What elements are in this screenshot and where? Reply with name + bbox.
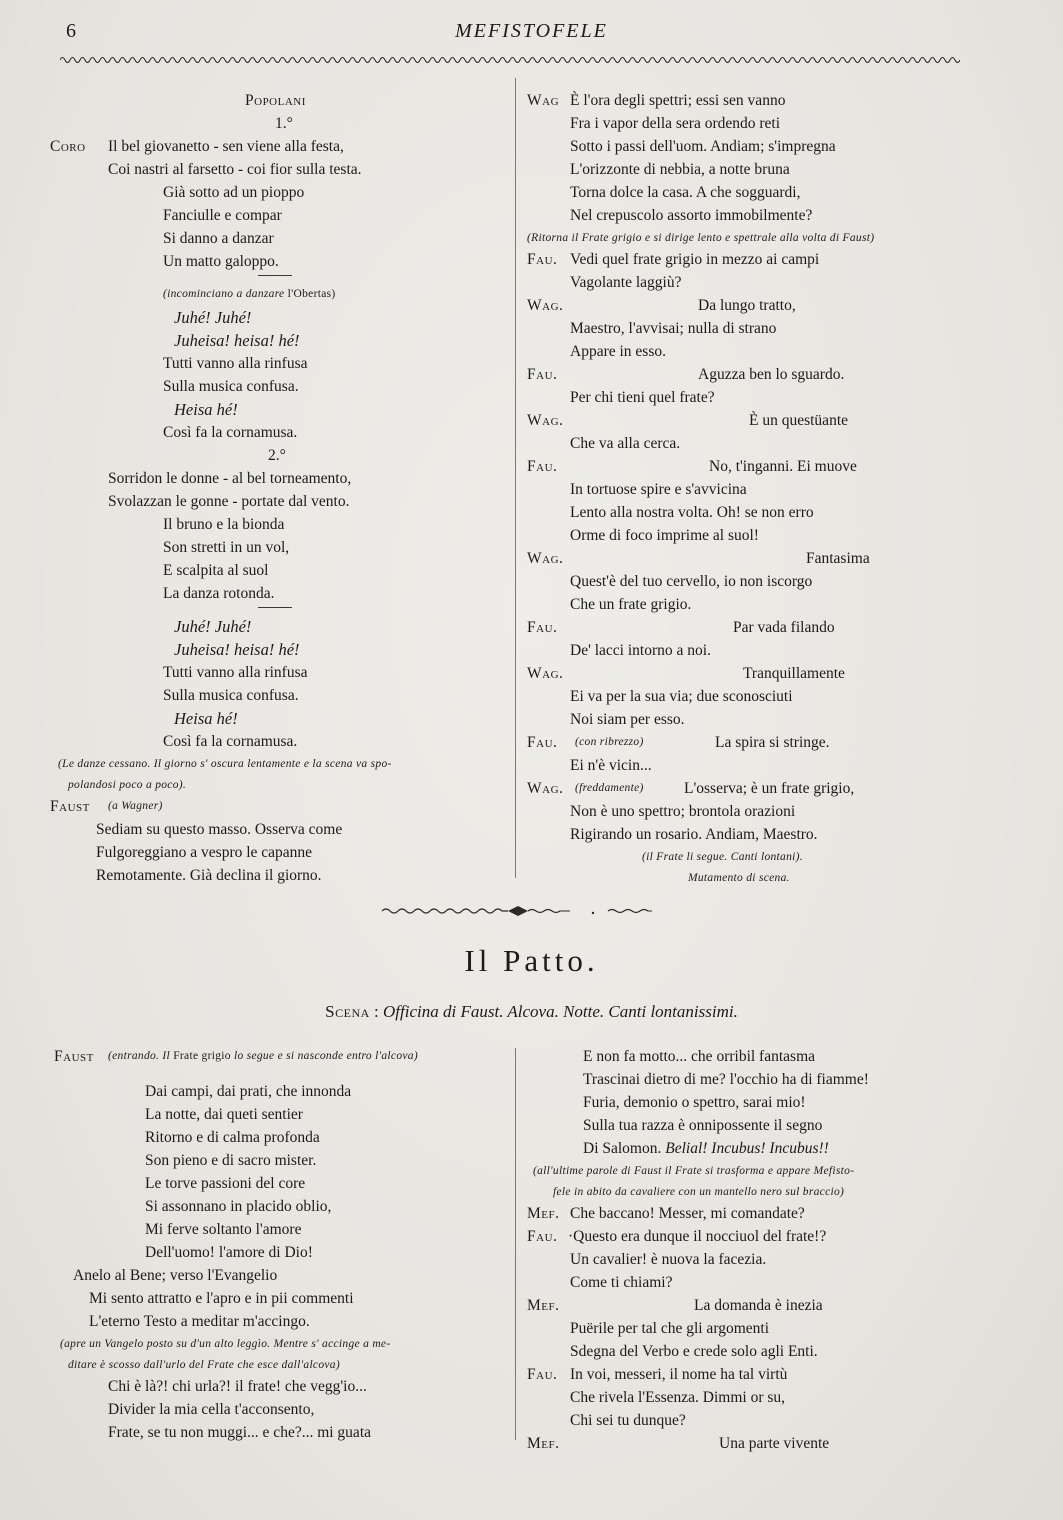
verse-line — [0, 432, 1063, 455]
verse-line — [0, 501, 1063, 524]
verse-line — [0, 1045, 1063, 1068]
verse-text: Tutti vanno alla rinfusa — [163, 664, 308, 681]
verse-text: Quest'è del tuo cervello, io non iscorgo — [570, 573, 813, 590]
stage-direction: lo segue e si nasconde entro l'alcova) — [233, 1050, 418, 1062]
verse-line — [0, 524, 1063, 547]
verse-text: Da lungo tratto, — [698, 297, 796, 314]
scene-label: Scena — [325, 1002, 370, 1021]
speaker-name: Wag. — [527, 665, 564, 682]
verse-text: Il bel giovanetto - sen viene alla festa, — [108, 138, 344, 155]
speaker-name: Fau. — [527, 619, 558, 636]
verse-text: Vedi quel frate grigio in mezzo ai campi — [570, 251, 820, 268]
verse-text: Sotto i passi dell'uom. Andiam; s'impregna — [570, 138, 836, 155]
verse-line — [0, 1340, 1063, 1363]
speaker-name: Wag. — [527, 780, 564, 797]
verse-line — [0, 204, 1063, 227]
verse-line — [0, 271, 1063, 294]
verse-line — [0, 227, 1063, 248]
verse-text: Tranquillamente — [743, 665, 845, 682]
verse-line — [0, 823, 1063, 846]
verse-text: Chi è là?! chi urla?! il frate! che vegg'io... — [108, 1378, 367, 1395]
verse-text: Trascinai dietro di me? l'occhio ha di fiamme! — [583, 1071, 869, 1088]
verse-line — [0, 547, 1063, 570]
verse-line — [0, 1248, 1063, 1271]
speaker-name: Wag — [527, 92, 560, 109]
verse-text: Un matto galoppo. — [163, 253, 279, 270]
verse-text: Per chi tieni quel frate? — [570, 389, 715, 406]
verse-text: Appare in esso. — [570, 343, 666, 360]
verse-line — [0, 1137, 1063, 1160]
verse-line — [0, 1114, 1063, 1137]
verse-line — [0, 340, 1063, 363]
verse-line — [0, 1225, 1063, 1248]
running-title: MEFISTOFELE — [455, 20, 608, 42]
stage-direction: Mutamento di scena. — [688, 872, 790, 884]
speaker-name: Fau. — [527, 366, 558, 383]
verse-line — [0, 386, 1063, 409]
verse-text: Popolani — [245, 92, 306, 109]
verse-line — [0, 158, 1063, 181]
verse-text: Dell'uomo! l'amore di Dio! — [145, 1244, 313, 1261]
scene-colon: : — [374, 1002, 379, 1021]
act-title: Il Patto. — [464, 943, 599, 978]
verse-text: Divider la mia cella t'acconsento, — [108, 1401, 315, 1418]
stage-direction: (all'ultime parole di Faust il Frate si trasforma e appare Mefisto- — [533, 1165, 855, 1177]
verse-text: 2.° — [268, 447, 286, 464]
verse-text: L'eterno Testo a meditar m'accingo. — [89, 1313, 310, 1330]
verse-line — [0, 1181, 1063, 1202]
verse-text: Che rivela l'Essenza. Dimmi or su, — [570, 1389, 786, 1406]
verse-text: Svolazzan le gonne - portate dal vento. — [108, 493, 350, 510]
verse-text: Anelo al Bene; verso l'Evangelio — [73, 1267, 278, 1284]
verse-text: Si danno a danzar — [163, 230, 274, 247]
verse-line — [0, 1317, 1063, 1340]
verse-text: Sediam su questo masso. Osserva come — [96, 821, 343, 838]
verse-text: Heisa hé! — [174, 400, 238, 419]
verse-text: (entrando. Il — [108, 1050, 171, 1062]
verse-text: Vagolante laggiù? — [570, 274, 682, 291]
verse-text: Non è uno spettro; brontola orazioni — [570, 803, 796, 820]
speaker-name: Mef. — [527, 1435, 560, 1452]
verse-line — [0, 1160, 1063, 1181]
verse-line — [0, 731, 1063, 754]
verse-text: Son pieno e di sacro mister. — [145, 1152, 317, 1169]
verse-text: Lento alla nostra volta. Oh! se non erro — [570, 504, 814, 521]
verse-text: Il bruno e la bionda — [163, 516, 285, 533]
verse-text: Così fa la cornamusa. — [163, 424, 298, 441]
verse-line — [0, 1409, 1063, 1432]
verse-text: Heisa hé! — [174, 709, 238, 728]
verse-text: Aguzza ben lo sguardo. — [698, 366, 845, 383]
verse-line — [0, 662, 1063, 685]
verse-line — [0, 867, 1063, 888]
verse-text: Torna dolce la casa. A che sogguardi, — [570, 184, 801, 201]
verse-text: 1.° — [275, 115, 293, 132]
verse-text: Sulla musica confusa. — [163, 378, 299, 395]
verse-text: Che baccano! Messer, mi comandate? — [570, 1205, 805, 1222]
verse-line — [0, 777, 1063, 800]
verse-text: La danza rotonda. — [163, 585, 275, 602]
page-number: 6 — [66, 20, 76, 42]
verse-text: Nel crepuscolo assorto immobilmente? — [570, 207, 813, 224]
verse-line — [0, 1363, 1063, 1386]
verse-text: Mi ferve soltanto l'amore — [145, 1221, 302, 1238]
scene-description: Officina di Faust. Alcova. Notte. Canti lontanissimi. — [383, 1002, 738, 1021]
verse-text: La domanda è inezia — [694, 1297, 823, 1314]
verse-text: (incominciano a danzare — [163, 288, 285, 300]
verse-text: E scalpita al suol — [163, 562, 269, 579]
speaker-name: Fau. — [527, 1228, 558, 1245]
verse-text: Sdegna del Verbo e crede solo agli Enti. — [570, 1343, 818, 1360]
verse-text: Dai campi, dai prati, che innonda — [145, 1083, 352, 1100]
verse-line — [0, 89, 1063, 112]
verse-line — [0, 570, 1063, 593]
verse-text: Fulgoreggiano a vespro le capanne — [96, 844, 313, 861]
stage-direction: (freddamente) — [575, 782, 644, 794]
verse-text: La spira si stringe. — [715, 734, 830, 751]
verse-text: Rigirando un rosario. Andiam, Maestro. — [570, 826, 818, 843]
verse-line — [0, 1068, 1063, 1091]
verse-text: Par vada filando — [733, 619, 835, 636]
verse-text: In tortuose spire e s'avvicina — [570, 481, 747, 498]
stage-direction: ditare è scosso dall'urlo del Frate che esce dall'alcova) — [68, 1359, 340, 1371]
verse-text: Furia, demonio o spettro, sarai mio! — [583, 1094, 806, 1111]
verse-text: L'orizzonte di nebbia, a notte bruna — [570, 161, 790, 178]
verse-text: Che va alla cerca. — [570, 435, 681, 452]
verse-text: Juhé! Juhé! — [174, 617, 252, 636]
speaker-name: Fau. — [527, 1366, 558, 1383]
verse-line — [0, 800, 1063, 823]
section-ornament — [380, 903, 670, 919]
verse-text: Remotamente. Già declina il giorno. — [96, 867, 322, 884]
speaker-name: Wag. — [527, 550, 564, 567]
verse-line — [0, 1202, 1063, 1225]
verse-text: E non fa motto... che orribil fantasma — [583, 1048, 816, 1065]
verse-text: (a Wagner) — [108, 800, 163, 812]
verse-text: Si assonnano in placido oblio, — [145, 1198, 332, 1215]
scene-heading — [0, 1002, 1063, 1022]
verse-text: Ritorno e di calma profonda — [145, 1129, 320, 1146]
verse-line — [0, 685, 1063, 708]
speaker-name: Faust — [54, 1048, 94, 1065]
verse-line — [0, 363, 1063, 386]
italic-words: Belial! Incubus! Incubus!! — [665, 1140, 829, 1157]
verse-text: Mi sento attratto e l'apro e in pii commenti — [89, 1290, 354, 1307]
verse-text: Tutti vanno alla rinfusa — [163, 355, 308, 372]
verse-line — [0, 639, 1063, 662]
verse-text: È l'ora degli spettri; essi sen vanno — [570, 92, 786, 109]
verse-line — [0, 135, 1063, 158]
stage-direction: (il Frate li segue. Canti lontani). — [642, 851, 803, 863]
verse-text: Juheisa! heisa! hé! — [174, 331, 300, 350]
verse-line — [0, 294, 1063, 317]
verse-text: Chi sei tu dunque? — [570, 1412, 686, 1429]
header-ornament — [60, 54, 960, 66]
verse-line — [0, 846, 1063, 867]
verse-text: Coi nastri al farsetto - coi fior sulla testa. — [108, 161, 362, 178]
verse-text: Puërile per tal che gli argomenti — [570, 1320, 769, 1337]
verse-text: Maestro, l'avvisai; nulla di strano — [570, 320, 777, 337]
stage-direction-plain: Frate grigio — [173, 1050, 231, 1062]
speaker-name: Mef. — [527, 1297, 560, 1314]
verse-text: Una parte vivente — [719, 1435, 830, 1452]
verse-text: Noi siam per esso. — [570, 711, 685, 728]
stage-direction: fele in abito da cavaliere con un mantello nero sul braccio) — [553, 1186, 845, 1198]
stage-direction: polandosi poco a poco). — [68, 779, 187, 791]
speaker-name: Fau. — [527, 458, 558, 475]
verse-line — [0, 112, 1063, 135]
stage-direction: (apre un Vangelo posto su d'un alto leggìo. Mentre s' accinge a me- — [60, 1338, 391, 1350]
stage-direction: (Ritorna il Frate grigio e si dirige lento e spettrale alla volta di Faust) — [527, 232, 875, 244]
verse-text: L'osserva; è un frate grigio, — [684, 780, 855, 797]
verse-text: Così fa la cornamusa. — [163, 733, 298, 750]
stage-direction-plain: l'Obertas) — [287, 288, 336, 300]
verse-line — [0, 616, 1063, 639]
verse-text: Son stretti in un vol, — [163, 539, 290, 556]
verse-text: È un questüante — [749, 412, 849, 429]
verse-line — [0, 1432, 1063, 1455]
verse-text: Che un frate grigio. — [570, 596, 692, 613]
verse-text: Come ti chiami? — [570, 1274, 673, 1291]
verse-text: ·Questo era dunque il nocciuol del frate!? — [568, 1228, 827, 1245]
verse-text: Sulla tua razza è onnipossente il segno — [583, 1117, 823, 1134]
verse-text: Fra i vapor della sera ordendo reti — [570, 115, 781, 132]
verse-line — [0, 754, 1063, 777]
verse-line — [0, 1091, 1063, 1114]
verse-line — [0, 1386, 1063, 1409]
right-column-text — [0, 89, 1063, 888]
speaker-name: Fau. — [527, 734, 558, 751]
verse-line — [0, 1294, 1063, 1317]
verse-line — [0, 455, 1063, 478]
stage-direction: (con ribrezzo) — [575, 736, 644, 748]
verse-text: Juheisa! heisa! hé! — [174, 640, 300, 659]
verse-text: Ei va per la sua via; due sconosciuti — [570, 688, 793, 705]
verse-text: Fanciulle e compar — [163, 207, 282, 224]
stage-direction: (Le danze cessano. Il giorno s' oscura lentamente e la scena va spo- — [58, 758, 392, 770]
verse-line — [0, 409, 1063, 432]
verse-line — [0, 248, 1063, 271]
speaker-name: Mef. — [527, 1205, 560, 1222]
speaker-name: Coro — [50, 138, 86, 155]
right-column-2-text — [0, 1045, 1063, 1455]
verse-text: Juhé! Juhé! — [174, 308, 252, 327]
verse-text: De' lacci intorno a noi. — [570, 642, 711, 659]
verse-text: Sorridon le donne - al bel torneamento, — [108, 470, 352, 487]
verse-text: Fantasima — [806, 550, 870, 567]
verse-line — [0, 478, 1063, 501]
verse-line — [0, 708, 1063, 731]
verse-text: In voi, messeri, il nome ha tal virtù — [570, 1366, 788, 1383]
verse-text: Sulla musica confusa. — [163, 687, 299, 704]
verse-text: Orme di foco imprime al suol! — [570, 527, 759, 544]
verse-text: No, t'inganni. Ei muove — [709, 458, 857, 475]
verse-line — [0, 1271, 1063, 1294]
verse-text: Già sotto ad un pioppo — [163, 184, 305, 201]
speaker-name: Fau. — [527, 251, 558, 268]
verse-text: Un cavalier! è nuova la facezia. — [570, 1251, 767, 1268]
verse-line — [0, 593, 1063, 616]
verse-line — [0, 181, 1063, 204]
verse-text: Di Salomon. — [583, 1140, 662, 1157]
verse-line — [0, 317, 1063, 340]
verse-text: Ei n'è vicin... — [570, 757, 652, 774]
verse-text: Frate, se tu non muggi... e che?... mi guata — [108, 1424, 372, 1441]
verse-text: Le torve passioni del core — [145, 1175, 306, 1192]
speaker-name: Wag. — [527, 297, 564, 314]
speaker-name: Wag. — [527, 412, 564, 429]
verse-text: La notte, dai queti sentier — [145, 1106, 303, 1123]
speaker-name: Faust — [50, 798, 90, 815]
